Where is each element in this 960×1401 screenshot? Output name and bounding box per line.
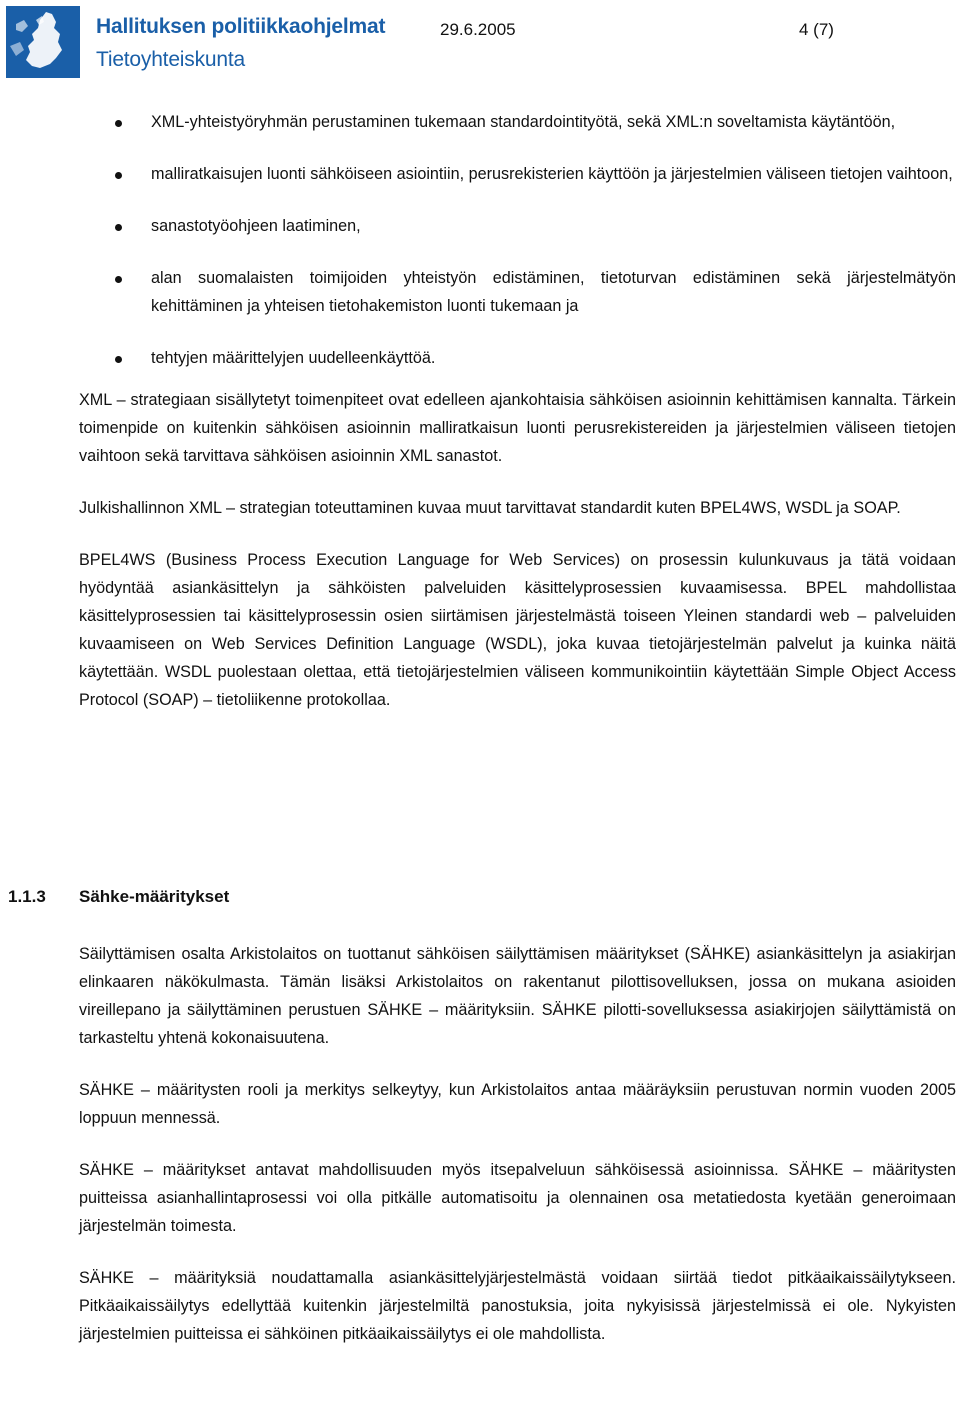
page-header [0,0,960,82]
paragraph: XML – strategiaan sisällytetyt toimenpiteet ovat edelleen ajankohtaisia sähköisen asioinnin kehittämisen kannalta. Tärkein toimenpide on kuitenkin sähköisen asioinnin malliratkaisun luonti perusrekistereiden ja järjestelmien väliseen tietojen vaihtoon sekä tarvittava sähköisen asioinnin XML sanastot. [79,391,956,465]
list-item-text: alan suomalaisten toimijoiden yhteistyön edistäminen, tietoturvan edistäminen sekä järjestelmätyön kehittäminen ja yhteisen tietohakemiston luonti tukemaan ja [151,269,956,315]
list-item [79,212,956,240]
bullet-icon [115,356,122,363]
list-item [79,108,956,136]
section-title: Sähke-määritykset [79,887,230,906]
bullet-icon [115,224,122,231]
list-item-text: sanastotyöohjeen laatiminen, [151,217,361,235]
list-item-text: tehtyjen määrittelyjen uudelleenkäyttöä. [151,349,436,367]
document-date: 29.6.2005 [440,20,516,39]
org-name: Hallituksen politiikkaohjelmat [96,15,386,38]
section-number: 1.1.3 [8,887,46,906]
bullet-icon [115,276,122,283]
finland-map-logo-icon [6,6,80,78]
list-item [79,344,956,372]
page-number: 4 (7) [799,20,834,39]
org-subtitle: Tietoyhteiskunta [96,48,245,71]
paragraph: Julkishallinnon XML – strategian toteuttaminen kuvaa muut tarvittavat standardit kuten BPEL4WS, WSDL ja SOAP. [79,499,901,517]
main-content [79,108,956,738]
paragraph: SÄHKE – määrityksiä noudattamalla asiankäsittelyjärjestelmästä voidaan siirtää tiedot pitkäaikaissäilytykseen. Pitkäaikaissäilytys edellyttää kuitenkin järjestelmiltä panostuksia, joita nykyisissä järjestelmissä ei ole. Nykyisten järjestelmien puitteissa ei sähköinen pitkäaikaissäilytys ei ole mahdollista. [79,1269,956,1343]
list-item-text: XML-yhteistyöryhmän perustaminen tukemaan standardointityötä, sekä XML:n soveltamista käytäntöön, [151,113,896,131]
paragraph: BPEL4WS (Business Process Execution Language for Web Services) on prosessin kulunkuvaus ja tätä voidaan hyödyntää asiankäsittelyn ja sähköisten palveluiden käsittelyprosessien kuvaamisessa. BPEL mahdollistaa käsittelyprosessien tai käsittelyprosessin osien siirtämisen järjestelmästä toiseen Yleinen standardi web – palveluiden kuvaamiseen on Web Services Definition Language (WSDL), joka kuvaa tietojärjestelmän palvelut ja kuinka näitä käytettään. WSDL puolestaan olettaa, että tietojärjestelmien väliseen kommunikointiin käytettään Simple Object Access Protocol (SOAP) – tietoliikenne protokollaa. [79,551,956,709]
paragraph: SÄHKE – määritykset antavat mahdollisuuden myös itsepalveluun sähköisessä asioinnissa. SÄHKE – määritysten puitteissa asianhallintaprosessi voi olla pitkälle automatisoitu ja olennainen osa metatiedosta kyetään generoimaan järjestelmän toimesta. [79,1161,956,1235]
paragraph: SÄHKE – määritysten rooli ja merkitys selkeytyy, kun Arkistolaitos antaa määräyksiin perustuvan normin vuoden 2005 loppuun mennessä. [79,1081,956,1127]
bullet-list [79,108,956,372]
bullet-icon [115,120,122,127]
section-heading [8,887,229,907]
bullet-icon [115,172,122,179]
list-item-text: malliratkaisujen luonti sähköiseen asiointiin, perusrekisterien käyttöön ja järjestelmien väliseen tietojen vaihtoon, [151,165,953,183]
list-item [79,264,956,320]
list-item [79,160,956,188]
section-content [79,940,956,1372]
paragraph: Säilyttämisen osalta Arkistolaitos on tuottanut sähköisen säilyttämisen määritykset (SÄHKE) asiankäsittelyn ja asiakirjan elinkaaren näkökulmasta. Tämän lisäksi Arkistolaitos on rakentanut pilottisovelluksen, jossa on mukana asioiden vireillepano ja säilyttäminen perustuen SÄHKE – määrityksiin. SÄHKE pilotti-sovelluksessa asiakirjojen säilyttämistä on tarkasteltu yhtenä kokonaisuutena. [79,945,956,1047]
